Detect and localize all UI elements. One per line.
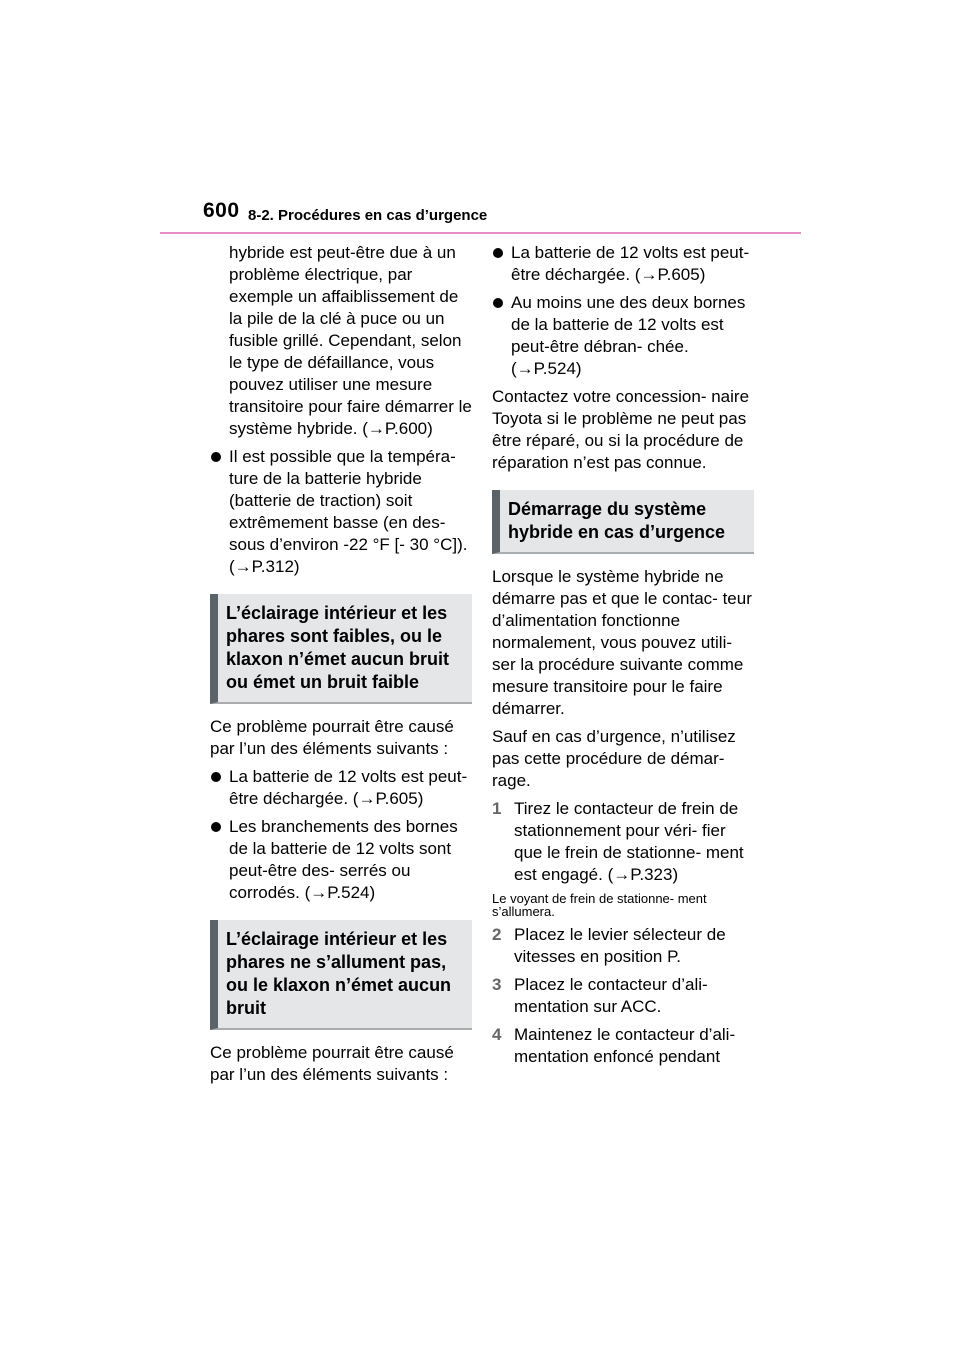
step-item bbox=[492, 974, 754, 1018]
step-item bbox=[492, 1024, 754, 1068]
procedure-warning: Sauf en cas d’urgence, n’utilisez pas cette procédure de démar- rage. bbox=[492, 727, 736, 790]
cause-paragraph: Ce problème pourrait être causé par l’un des éléments suivants : bbox=[210, 717, 454, 758]
step-number: 2 bbox=[492, 925, 502, 944]
list-item bbox=[210, 446, 472, 578]
list-item bbox=[210, 816, 472, 904]
step-item bbox=[492, 924, 754, 968]
list-item bbox=[492, 242, 754, 286]
heading-no-lights: L’éclairage intérieur et les phares ne s’allument pas, ou le klaxon n’émet aucun bruit bbox=[210, 920, 472, 1030]
page-number: 600 bbox=[203, 199, 240, 222]
header-divider bbox=[160, 232, 801, 234]
bullet-icon bbox=[211, 452, 221, 462]
list-item bbox=[492, 292, 754, 380]
step-text: Tirez le contacteur de frein de stationnement pour véri- fier que le frein de stationne- ment est engagé. (→P.323) bbox=[514, 799, 744, 884]
heading-dim-lights: L’éclairage intérieur et les phares sont faibles, ou le klaxon n’émet aucun bruit ou émet un bruit faible bbox=[210, 594, 472, 704]
right-column bbox=[492, 242, 754, 1074]
step-text: Placez le contacteur d’ali- mentation sur ACC. bbox=[514, 975, 708, 1016]
section-title: 8-2. Procédures en cas d’urgence bbox=[248, 207, 488, 224]
bullet-text: Les branchements des bornes de la batterie de 12 volts sont peut-être des- serrés ou corrodés. (→P.524) bbox=[229, 817, 458, 902]
bullet-icon bbox=[211, 822, 221, 832]
bullet-icon bbox=[211, 772, 221, 782]
cause-paragraph: Ce problème pourrait être causé par l’un des éléments suivants : bbox=[210, 1043, 454, 1084]
intro-paragraph: hybride est peut-être due à un problème électrique, par exemple un affaiblissement de la pile de la clé à puce ou un fusible grillé. Cependant, selon le type de défaillance, vous pouvez utiliser une mesure transitoire pour faire démarrer le système hybride. (→P.600) bbox=[229, 243, 472, 438]
bullet-text: Il est possible que la tempéra- ture de la batterie hybride (batterie de traction) soit extrêmement basse (en des- sous d’environ -22 °F [- 30 °C]). (→P.312) bbox=[229, 447, 468, 576]
heading-emergency-start: Démarrage du système hybride en cas d’urgence bbox=[492, 490, 754, 554]
contact-paragraph: Contactez votre concession- naire Toyota si le problème ne peut pas être réparé, ou si la procédure de réparation n’est pas connue. bbox=[492, 387, 750, 472]
bullet-icon bbox=[493, 248, 503, 258]
step-text: Maintenez le contacteur d’ali- mentation enfoncé pendant bbox=[514, 1025, 736, 1066]
step-number: 4 bbox=[492, 1025, 502, 1044]
step-number: 1 bbox=[492, 799, 502, 818]
list-item bbox=[210, 766, 472, 810]
step-number: 3 bbox=[492, 975, 502, 994]
step-note: Le voyant de frein de stationne- ment s’allumera. bbox=[492, 891, 707, 919]
left-column bbox=[210, 242, 472, 1092]
step-text: Placez le levier sélecteur de vitesses en position P. bbox=[514, 925, 726, 966]
procedure-intro: Lorsque le système hybride ne démarre pas et que le contac- teur d’alimentation fonctionne normalement, vous pouvez utili- ser la procédure suivante comme mesure transitoire pour le faire démarrer. bbox=[492, 567, 752, 718]
bullet-text: La batterie de 12 volts est peut-être déchargée. (→P.605) bbox=[511, 243, 750, 284]
bullet-text: Au moins une des deux bornes de la batterie de 12 volts est peut-être débran- chée. (→P.524) bbox=[511, 293, 746, 378]
bullet-text: La batterie de 12 volts est peut-être déchargée. (→P.605) bbox=[229, 767, 468, 808]
bullet-icon bbox=[493, 298, 503, 308]
step-item bbox=[492, 798, 754, 886]
